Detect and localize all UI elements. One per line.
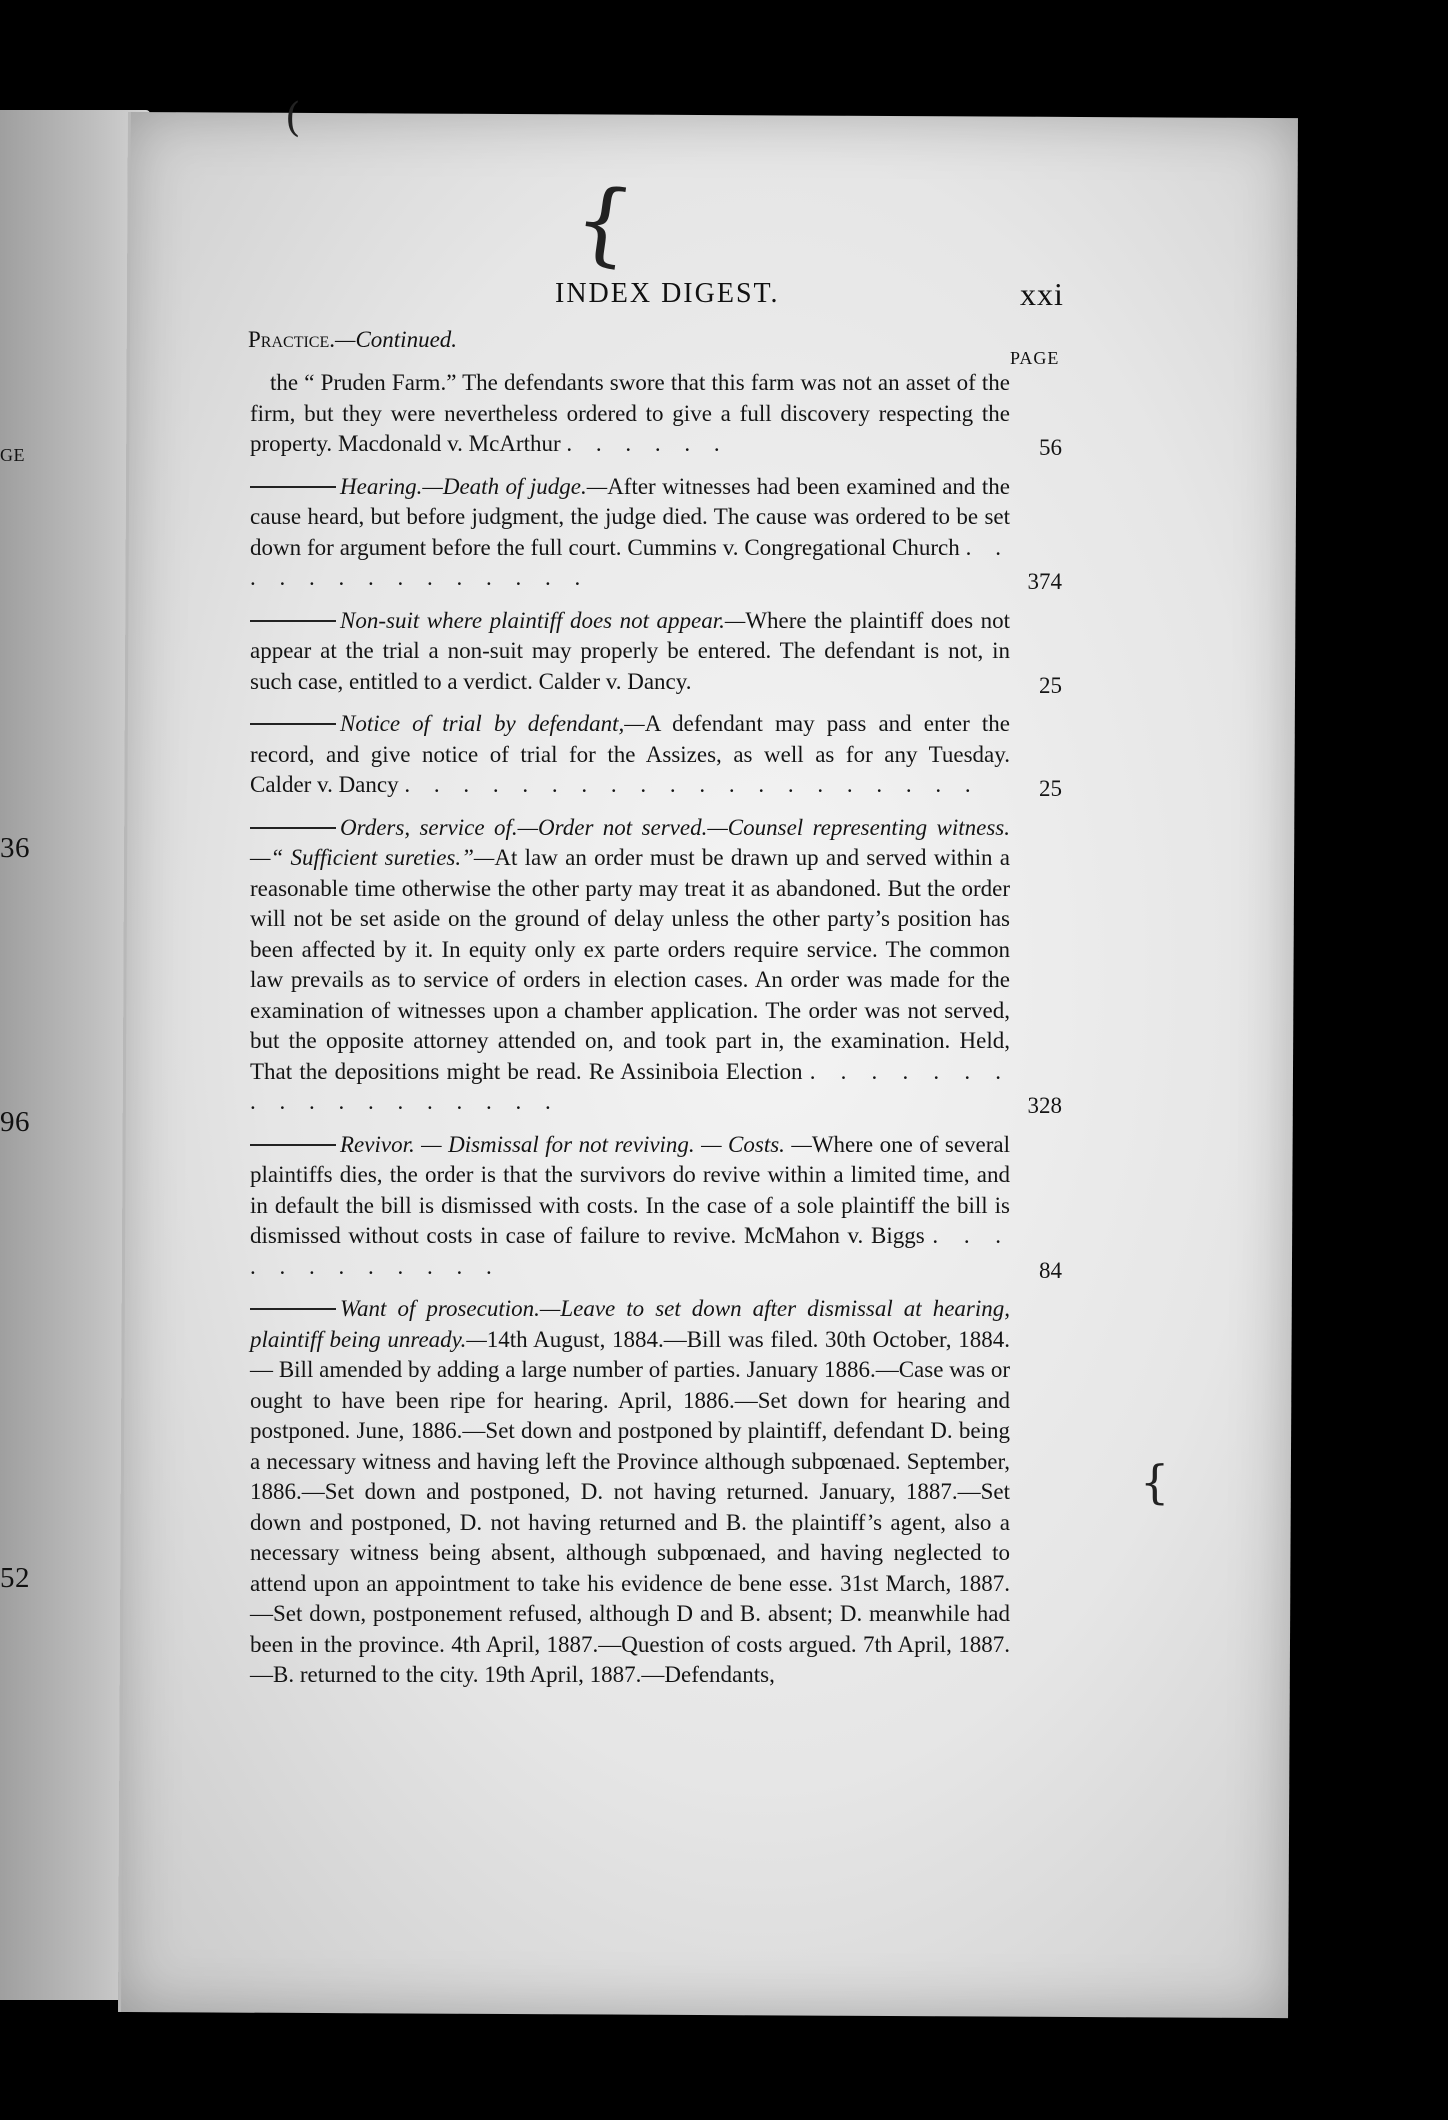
entry-page-number: 56 [1039,435,1062,460]
entry-text: At law an order must be drawn up and served within a reasonable time otherwise the other party may treat it as abandoned. But the order will not be set aside on the ground of delay unless the other party’s position has been affected by it. In equity only ex parte orders require service. The common law prevails as to service of orders in election cases. An order was made for the examination of witnesses upon a chamber application. The order was not served, but the opposite attorney attended on, and took part in, the examination. Held, That the depositions might be read. [250,845,1010,1084]
entry-page-number: 25 [1039,672,1062,698]
entry-text: After witnesses had been examined and the cause heard, but before judgment, the judge died. The cause was ordered to be set down for argument before the full court. [250,473,1010,560]
page-title: INDEX DIGEST. [555,278,780,309]
entry-leader-dots: . . . . . . . . . . . . . . [250,534,1011,590]
entry-heading: Revivor. — Dismissal for not reviving. — Costs. — [340,1131,812,1157]
entry-citation: Re Assiniboia Election [588,1058,803,1084]
index-entry [250,1294,1010,1691]
entry-heading: Want of prosecution.—Leave to set down after dismissal at hearing, plaintiff being unready.— [250,1296,1010,1352]
entry-heading: Notice of trial by defendant,— [340,711,645,736]
left-page-number: 96 [0,1106,30,1138]
entry-page-number: 25 [1039,776,1062,801]
entry-text: Where one of several plaintiffs dies, the order is that the survivors do revive within a limited time, and in default the bill is dismissed with costs. In the case of a sole plaintiff the bill is dismissed without costs in case of failure to revive. [250,1131,1010,1248]
entry-citation: Calder v. Dancy [250,772,399,797]
left-page-number: 36 [0,832,30,864]
index-entry [250,1130,1062,1283]
section-title: Practice. [248,327,335,352]
entry-page-number: 84 [1039,1257,1062,1283]
entry-dash [250,1144,336,1146]
index-entry [250,472,1062,594]
entry-heading: Non-suit where plaintiff does not appear.— [340,607,746,633]
pen-mark-icon: { [567,166,640,279]
section-continued: —Continued. [335,327,458,352]
entry-dash [250,1308,336,1310]
left-page-header-fragment: GE [0,445,25,465]
entry-heading: Orders, service of.—Order not served.—Counsel representing witness.—“ Sufficient sureties.”— [250,814,1010,870]
entry-citation: Calder v. Dancy. [538,668,692,694]
entry-citation: Cummins v. Congregational Church [627,534,960,560]
entry-leader-dots: . . . . . . . . . . . . [250,1223,1011,1279]
pen-mark-icon: ( [285,95,301,141]
entry-dash [250,723,336,725]
index-entry [250,606,1062,698]
entry-leader-dots: . . . . . . . . . . . . . . . . . . . . [404,772,980,797]
page-column-label: PAGE [1010,348,1060,368]
section-heading [248,327,457,353]
index-entry [250,709,1062,801]
entry-citation: Macdonald v. McArthur [337,431,561,456]
entry-citation: McMahon v. Biggs [744,1223,925,1248]
index-entry [250,813,1062,1118]
entry-leader-dots: . . . . . . [566,431,729,456]
entry-leader-dots: . . . . . . . . . . . . . . . . . . [250,1058,1011,1114]
pen-mark-icon: { [1140,1455,1170,1509]
entry-page-number: 374 [1027,569,1062,594]
entry-text: 14th August, 1884.—Bill was filed. 30th October, 1884. — Bill amended by adding a large number of parties. January 1886.—Case was or ought to have been ripe for hearing. April, 1886.—Set down for hearing and postponed. June, 1886.—Set down and postponed by plaintiff, defendant D. being a necessary witness and having left the Province although subpœnaed. September, 1886.—Set down and postponed, D. not having returned. January, 1887.—Set down and postponed, D. not having returned and B. the plaintiff’s agent, also a necessary witness being absent, although subpœnaed, and having neglected to attend upon an appointment to take his evidence de bene esse. 31st March, 1887.—Set down, postponement refused, although D and B. absent; D. meanwhile had been in the province. 4th April, 1887.—Question of costs argued. 7th April, 1887.—B. returned to the city. 19th April, 1887.—Defendants, [250,1326,1011,1687]
left-page-number: 52 [0,1562,30,1594]
entry-heading: Hearing.—Death of judge.— [340,473,608,499]
entry-text: the “ Pruden Farm.” The defendants swore that this farm was not an asset of the firm, but they were nevertheless ordered to give a full discovery respecting the property. [250,370,1010,456]
entry-text: A defendant may pass and enter the record, and give notice of trial for the Assizes, as well as for any Tuesday. [250,711,1011,767]
entry-page-number: 328 [1027,1093,1062,1118]
index-entry [250,368,1062,460]
entry-dash [250,486,336,488]
entry-dash [250,827,336,829]
page-numeral: xxi [1020,276,1064,312]
index-entries [250,368,1062,1703]
entry-dash [250,620,336,622]
entry-text: Where the plaintiff does not appear at the trial a non-suit may properly be entered. The defendant is not, in such case, entitled to a verdict. [250,607,1010,694]
